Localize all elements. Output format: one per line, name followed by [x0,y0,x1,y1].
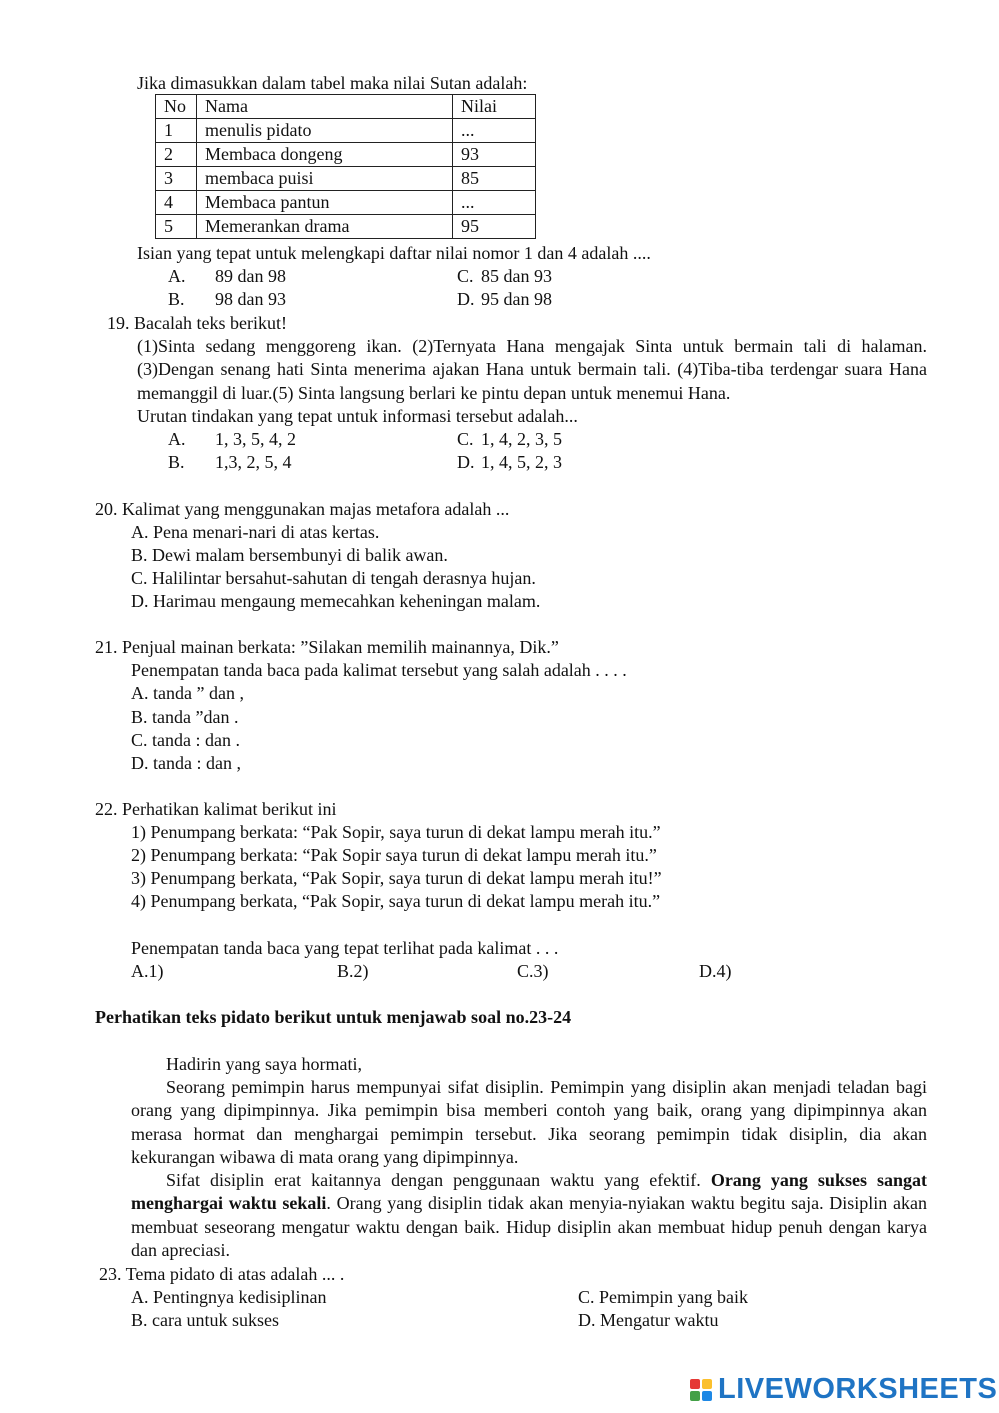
q19-option-c[interactable]: 1, 4, 2, 3, 5 [481,429,562,449]
cell-nama: Membaca pantun [197,191,453,215]
logo-mark-square [690,1379,700,1389]
q23-option-a[interactable]: A. Pentingnya kedisiplinan [131,1287,327,1307]
cell-nilai: ... [453,191,536,215]
speech-greeting: Hadirin yang saya hormati, [166,1054,362,1074]
q18-option-c-letter[interactable]: C. [457,266,474,286]
table-row [156,119,536,143]
q18-option-b[interactable]: 98 dan 93 [215,289,286,309]
q22-stem2: Penempatan tanda baca yang tepat terlihat pada kalimat . . . [131,938,559,958]
cell-no: 5 [156,215,197,239]
q22-sentence-3: 3) Penumpang berkata, “Pak Sopir, saya turun di dekat lampu merah itu!” [131,868,662,888]
q23-option-c[interactable]: C. Pemimpin yang baik [578,1287,748,1307]
header-nama: Nama [197,95,453,119]
q19-stem: Urutan tindakan yang tepat untuk informasi tersebut adalah... [137,406,578,426]
q23-option-b[interactable]: B. cara untuk sukses [131,1310,279,1330]
q19-option-d-letter[interactable]: D. [457,452,475,472]
cell-no: 1 [156,119,197,143]
speech-paragraph-2 [131,1169,927,1263]
cell-nama: Membaca dongeng [197,143,453,167]
q23-option-d[interactable]: D. Mengatur waktu [578,1310,719,1330]
q18-option-a-letter[interactable]: A. [168,266,186,286]
speech-p2-start: Sifat disiplin erat kaitannya dengan penggunaan waktu yang efektif. [166,1170,701,1190]
q18-option-a[interactable]: 89 dan 98 [215,266,286,286]
q22-sentence-4: 4) Penumpang berkata, “Pak Sopir, saya turun di dekat lampu merah itu.” [131,891,661,911]
header-no: No [156,95,197,119]
q18-stem: Isian yang tepat untuk melengkapi daftar nilai nomor 1 dan 4 adalah .... [137,243,651,263]
score-table [155,94,536,239]
q20-stem: 20. Kalimat yang menggunakan majas metafora adalah ... [95,499,510,519]
q22-sentence-2: 2) Penumpang berkata: “Pak Sopir saya turun di dekat lampu merah itu.” [131,845,657,865]
q21-stem: 21. Penjual mainan berkata: ”Silakan memilih mainannya, Dik.” [95,637,559,657]
q21-option-d[interactable]: D. tanda : dan , [131,753,241,773]
cell-nama: Memerankan drama [197,215,453,239]
q19-option-b-letter[interactable]: B. [168,452,185,472]
logo-mark-icon [690,1379,712,1401]
logo-mark-square [702,1379,712,1389]
q21-option-c[interactable]: C. tanda : dan . [131,730,240,750]
q20-option-a[interactable]: A. Pena menari-nari di atas kertas. [131,522,380,542]
table-row [156,143,536,167]
q23-stem: 23. Tema pidato di atas adalah ... . [99,1264,345,1284]
liveworksheets-logo[interactable] [690,1374,997,1406]
q19-option-d[interactable]: 1, 4, 5, 2, 3 [481,452,562,472]
cell-nilai: 93 [453,143,536,167]
q22-sentence-1: 1) Penumpang berkata: “Pak Sopir, saya turun di dekat lampu merah itu.” [131,822,661,842]
q22-option-b[interactable]: B.2) [337,961,369,981]
logo-text: LIVEWORKSHEETS [718,1373,998,1406]
q22-stem: 22. Perhatikan kalimat berikut ini [95,799,337,819]
logo-mark-square [702,1391,712,1401]
q19-option-a[interactable]: 1, 3, 5, 4, 2 [215,429,296,449]
q19-title: 19. Bacalah teks berikut! [107,313,287,333]
cell-no: 4 [156,191,197,215]
speech-paragraph-1: Seorang pemimpin harus mempunyai sifat disiplin. Pemimpin yang disiplin akan menjadi teladan bagi orang yang dipimpinnya. Jika pemimpin bisa memberi contoh yang baik, orang yang dipimpinnya akan merasa hormat dan menghargai pemimpin tersebut. Jika seorang pemimpin tidak disiplin, dia akan kekurangan wibawa di mata orang yang dipimpinnya. [131,1077,927,1168]
section-heading: Perhatikan teks pidato berikut untuk menjawab soal no.23-24 [95,1007,572,1027]
q19-passage: (1)Sinta sedang menggoreng ikan. (2)Ternyata Hana mengajak Sinta untuk bermain tali di halaman. (3)Dengan senang hati Sinta menerima ajakan Hana untuk bermain tali. (4)Tiba-tiba terdengar suara Hana memanggil di luar.(5) Sinta langsung berlari ke pintu depan untuk menemui Hana. [137,336,927,403]
speech-p2-end: . Orang yang disiplin tidak akan menyia-nyiakan waktu begitu saja. Disiplin akan membuat seseorang mengatur waktu dengan baik. Hidup disiplin akan membuat hidup penuh dengan karya dan apreciasi. [131,1193,927,1261]
q22-option-d[interactable]: D.4) [699,961,732,981]
q20-option-c[interactable]: C. Halilintar bersahut-sahutan di tengah derasnya hujan. [131,568,536,588]
cell-no: 3 [156,167,197,191]
q22-option-c[interactable]: C.3) [517,961,549,981]
q21-option-b[interactable]: B. tanda ”dan . [131,707,239,727]
cell-nama: membaca puisi [197,167,453,191]
q19-option-b[interactable]: 1,3, 2, 5, 4 [215,452,292,472]
cell-nilai: 95 [453,215,536,239]
q22-option-a[interactable]: A.1) [131,961,164,981]
table-row [156,167,536,191]
cell-no: 2 [156,143,197,167]
q19-option-c-letter[interactable]: C. [457,429,474,449]
cell-nama: menulis pidato [197,119,453,143]
q21-stem2: Penempatan tanda baca pada kalimat tersebut yang salah adalah . . . . [131,660,627,680]
table-header-row [156,95,536,119]
header-nilai: Nilai [453,95,536,119]
table-row [156,191,536,215]
q18-option-c[interactable]: 85 dan 93 [481,266,552,286]
q19-option-a-letter[interactable]: A. [168,429,186,449]
q18-option-b-letter[interactable]: B. [168,289,185,309]
cell-nilai: 85 [453,167,536,191]
speech-p2-bold: Orang yang sukses sangat menghargai waktu sekali [131,1170,928,1214]
table-intro: Jika dimasukkan dalam tabel maka nilai Sutan adalah: [137,73,528,93]
logo-mark-square [690,1391,700,1401]
cell-nilai: ... [453,119,536,143]
q20-option-d[interactable]: D. Harimau mengaung memecahkan keheningan malam. [131,591,541,611]
q20-option-b[interactable]: B. Dewi malam bersembunyi di balik awan. [131,545,448,565]
q18-option-d[interactable]: 95 dan 98 [481,289,552,309]
q21-option-a[interactable]: A. tanda ” dan , [131,683,244,703]
q18-option-d-letter[interactable]: D. [457,289,475,309]
table-row [156,215,536,239]
